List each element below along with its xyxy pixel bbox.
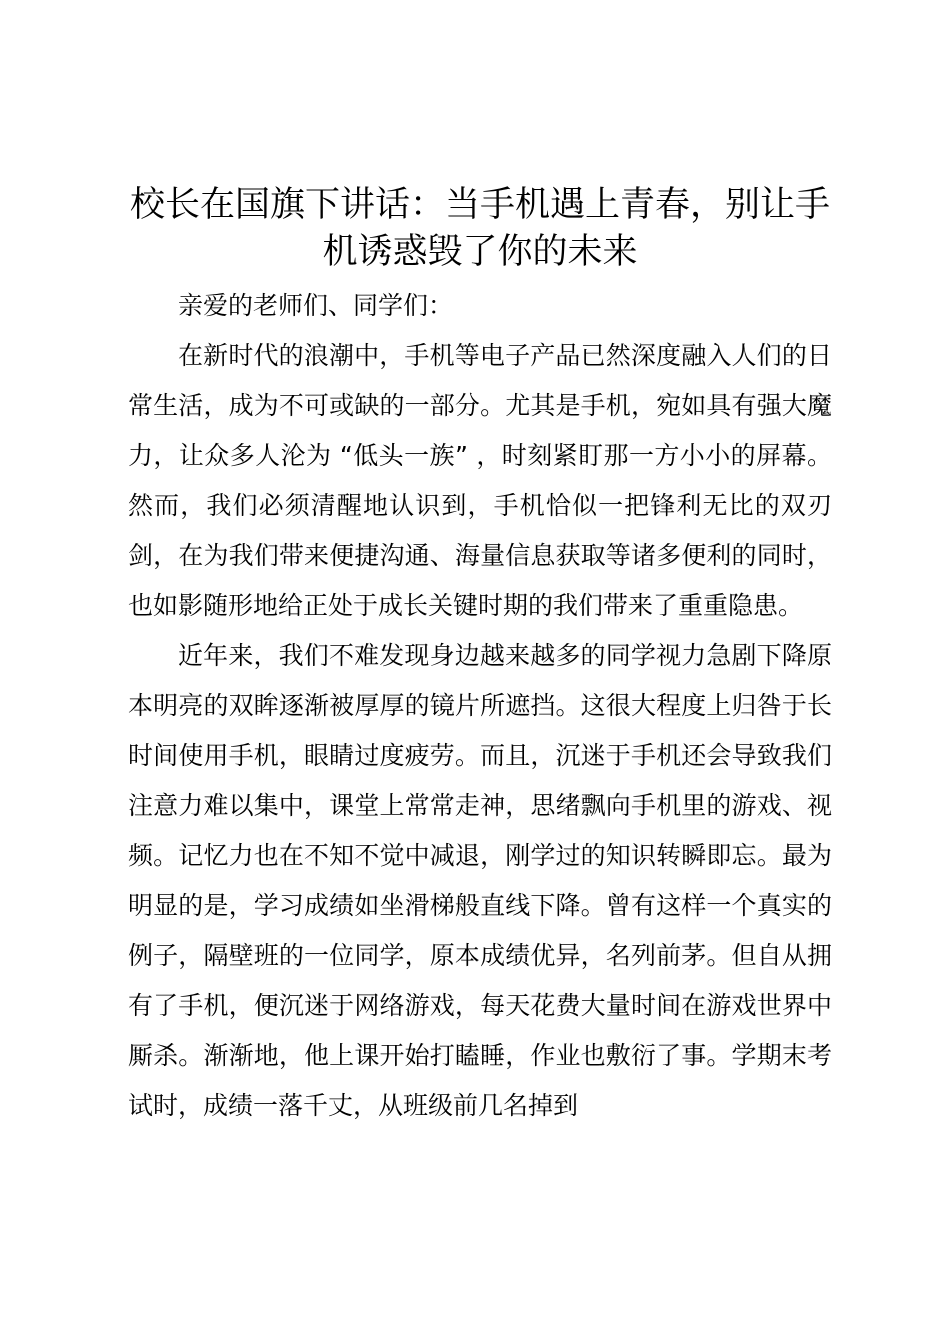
paragraph-1: 在新时代的浪潮中，手机等电子产品已然深度融入人们的日常生活，成为不可或缺的一部分。尤其是手机，宛如具有强大魔力，让众多人沦为 “低头一族” ，时刻紧盯那一方小小的屏幕。然而，我们必须清醒地认识到，手机恰似一把锋利无比的双刃剑，在为我们带来便捷沟通、海量信息获取等诸多便利的同时，也如影随形地给正处于成长关键时期的我们带来了重重隐患。 (128, 341, 832, 620)
document-body (128, 281, 832, 1131)
document-page (128, 182, 832, 1131)
paragraph-2: 近年来，我们不难发现身边越来越多的同学视力急剧下降原本明亮的双眸逐渐被厚厚的镜片所遮挡。这很大程度上归咎于长时间使用手机，眼睛过度疲劳。而且，沉迷于手机还会导致我们注意力难以集中，课堂上常常走神，思绪飘向手机里的游戏、视频。记忆力也在不知不觉中减退，刚学过的知识转瞬即忘。最为明显的是，学习成绩如坐滑梯般直线下降。曾有这样一个真实的例子，隔壁班的一位同学，原本成绩优异，名列前茅。但自从拥有了手机，便沉迷于网络游戏，每天花费大量时间在游戏世界中厮杀。渐渐地，他上课开始打瞌睡，作业也敷衍了事。学期末考试时，成绩一落千丈，从班级前几名掉到 (128, 641, 832, 1120)
salutation: 亲爱的老师们、同学们： (178, 291, 454, 320)
document-title: 校长在国旗下讲话：当手机遇上青春，别让手机诱惑毁了你的未来 (129, 185, 830, 272)
